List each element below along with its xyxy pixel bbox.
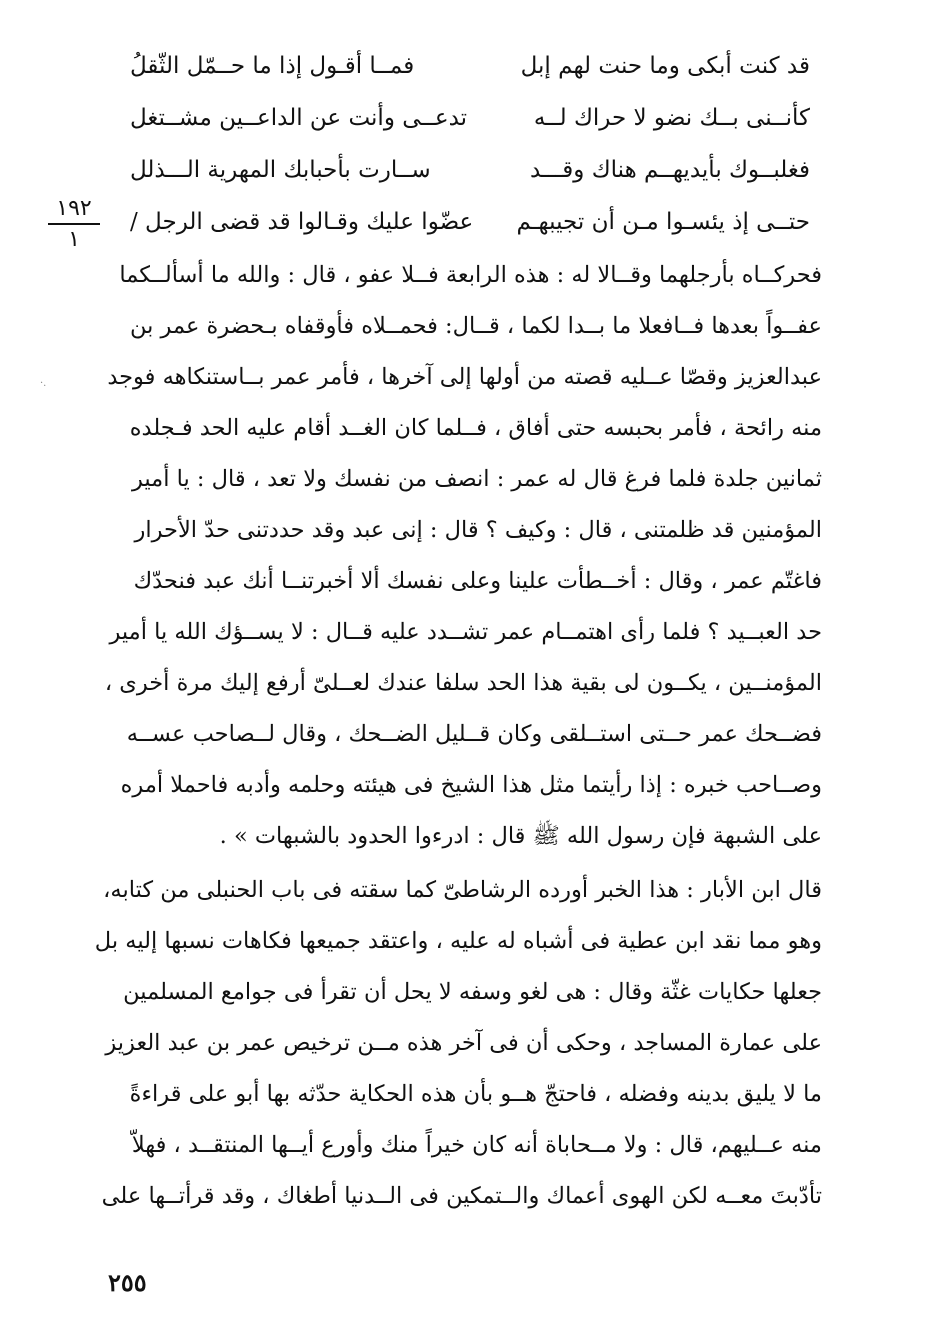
verse-right-hemistich: حتــى إذ يئسـوا مـن أن تجيبهـم [516,209,810,235]
paragraph-1 [104,250,822,862]
poem-verses [130,40,810,248]
text-line: جعلها حكايات غثّة وقال : هى لغو وسفه لا يحل أن تقرأ فى جوامع المسلمين [123,979,822,1005]
text-line: فاغتّم عمر ، وقال : أخــطأت علينا وعلى نفسك ألا أخبرتنــا أنك عبد فنحدّك [133,568,822,594]
folio-number: ١٩٢ [48,196,100,225]
text-line: وصــاحب خبره : إذا رأيتما مثل هذا الشيخ فى هيئته وحلمه وأدبه فاحملا أمره [120,772,822,798]
verse-right-hemistich: كأنــنى بــك نضو لا حراك لــه [533,105,810,131]
verse-left-hemistich: عضّوا عليك وقـالوا قد قضى الرجل / [130,209,474,235]
verse-left-hemistich: فمــا أقـول إذا ما حــمّل الثّقلُ [130,53,415,79]
text-line: وهو مما نقد ابن عطية فى أشباه له عليه ، واعتقد جميعها فكاهات نسبها إليه بل [94,928,822,954]
text-line: تأدّبتَ معــه لكن الهوى أعماك والــتمكين فى الــدنيا أطغاك ، وقد قرأتــها على [101,1183,822,1209]
verse-left-hemistich: ســارت بأحبابك المهرية الـــذلل [130,157,431,183]
folio-side: ١ [68,227,80,252]
text-line: فحركــاه بأرجلهما وقــالا له : هذه الرابعة فــلا عفو ، قال : والله ما أسألــكما [119,262,822,288]
page-number: ٢٥٥ [108,1268,147,1297]
text-line: المؤمنين قد ظلمتنى ، قال : وكيف ؟ قال : إنى عبد وقد حددتنى حدّ الأحرار [134,517,822,543]
text-line: عفــواً بعدها فــافعلا ما بــدا لكما ، قــال: فحمــلاه فأوقفاه بـحضرة عمر بن [130,313,822,339]
text-line: ثمانين جلدة فلما فرغ قال له عمر : انصف من نفسك ولا تعد ، قال : يا أمير [131,466,822,492]
verse-right-hemistich: قد كنت أبكى وما حنت لهم إبل [520,53,810,79]
text-line: المؤمنــين ، يكــون لى بقية هذا الحد سلفا عندك لعــلىّ أرفع إليك مرة أخرى ، [104,670,822,696]
text-line: عبدالعزيز وقصّا عــليه قصته من أولها إلى آخرها ، فأمر عمر بــاستنكاهه فوجد [107,364,822,390]
text-line: منه رائحة ، فأمر بحبسه حتى أفاق ، فــلما كان الغــد أقام عليه الحد فـجلده [129,415,822,441]
text-line: قال ابن الأبار : هذا الخبر أورده الرشاطىّ كما سقته فى باب الحنبلى من كتابه، [103,877,822,903]
paragraph-2 [94,865,822,1222]
scan-speck: ·. [40,378,47,389]
verse-row [130,144,810,196]
text-line: منه عــليهم، قال : ولا مــحاباة أنه كان خيراً منك وأورع أيــها المنتقــد ، فهلاّ [131,1132,822,1158]
text-line: ما لا يليق بدينه وفضله ، فاحتجّ هــو بأن هذه الحكاية حدّثه بها أبو على قراءةً [129,1081,822,1107]
verse-left-hemistich: تدعــى وأنت عن الداعــين مشــتغل [130,105,468,131]
text-line: على الشبهة فإن رسول الله ﷺ قال : ادرءوا الحدود بالشبهات » . [219,823,822,849]
text-line: على عمارة المساجد ، وحكى أن فى آخر هذه مــن ترخيص عمر بن عبد العزيز [105,1030,822,1056]
manuscript-folio-reference [48,196,100,252]
verse-row [130,92,810,144]
verse-right-hemistich: فغلبــوك بأيديهــم هناك وقـــد [530,157,810,183]
verse-row [130,40,810,92]
text-line: حد العبــيد ؟ فلما رأى اهتمــام عمر تشــدد عليه قــال : لا يســؤك الله يا أمير [109,619,822,645]
verse-row [130,196,810,248]
text-line: فضــحك عمر حــتى استــلقى وكان قــليل الضــحك ، وقال لــصاحب عســه [126,721,822,747]
